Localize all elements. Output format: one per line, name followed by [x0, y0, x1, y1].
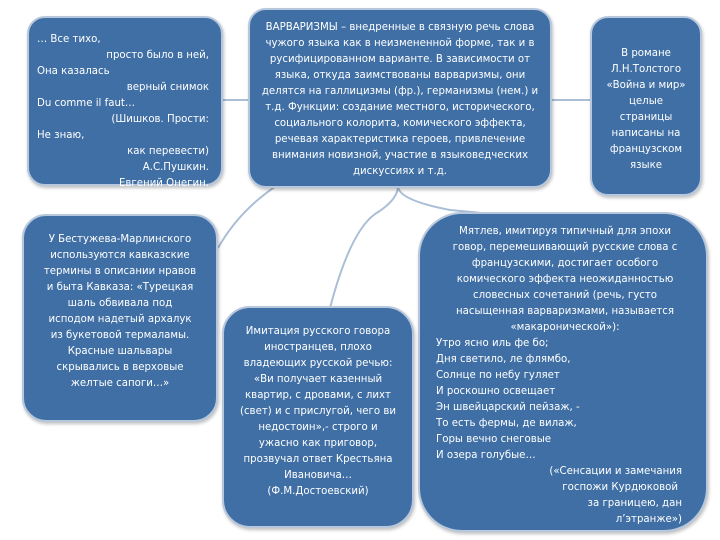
definition-line: языка, откуда заимствованы варваризмы, они — [274, 70, 526, 81]
myatlev-intro-line: комического эффекта неожиданностью — [456, 274, 674, 285]
dostoevsky-line: иностранцев, плохо — [264, 342, 372, 353]
bestuzhev-line: У Бестужева-Марлинского — [48, 234, 192, 245]
dostoevsky-line: Ивановича… — [284, 470, 352, 481]
pushkin-line: верный снимок — [126, 82, 209, 93]
pushkin-line: Не знаю, — [37, 130, 85, 141]
tolstoy-line: Л.Н.Толстого — [610, 64, 682, 75]
pushkin-line: А.С.Пушкин. — [142, 162, 209, 173]
myatlev-poem-line: И роскошно освещает — [436, 386, 556, 397]
dostoevsky-line: (Ф.М.Достоевский) — [267, 486, 369, 497]
definition-line: социального колорита, комического эффекта, — [274, 118, 526, 129]
tolstoy-line: «Война и мир» — [606, 80, 686, 91]
bestuzhev-line: термины в описании нравов — [43, 266, 197, 277]
myatlev-poem-line: То есть фермы, де вилаж, — [436, 418, 577, 429]
pushkin-line: … Все тихо, — [37, 34, 101, 45]
dostoevsky-box — [222, 306, 414, 528]
tolstoy-line: языке — [629, 160, 662, 171]
dostoevsky-line: владеющих русской речью: — [243, 358, 393, 369]
definition-line: речевая характеристика героев, привлечение — [274, 134, 526, 145]
bestuzhev-line: желтые сапоги…» — [70, 378, 170, 389]
dostoevsky-line: (свет) и с прислугой, чего ви — [239, 406, 396, 417]
myatlev-intro-line: Мятлев, имитируя типичный для эпохи — [459, 226, 671, 237]
dostoevsky-line: прозвучал ответ Крестьяна — [243, 454, 393, 465]
tolstoy-line: целые — [628, 96, 664, 107]
bestuzhev-line: шаль обвивала под — [67, 298, 173, 309]
myatlev-source-line: л’этранже») — [615, 514, 682, 525]
pushkin-line: Евгений Онегин. — [118, 178, 209, 189]
definition-line: т.д. Функции: создание местного, исторического, — [265, 102, 535, 113]
myatlev-intro-line: насыщенная варваризмами, называется — [455, 306, 675, 317]
pushkin-line: (Шишков. Прости: — [111, 114, 209, 125]
pushkin-line: Она казалась — [37, 66, 110, 77]
dostoevsky-line: «Ви получает казенный — [253, 374, 383, 385]
definition-line: русифицированном варианте. В зависимости от — [269, 54, 531, 65]
barbarisms-definition-box — [248, 8, 552, 188]
myatlev-intro-line: словесных сочетаний (речь, густо — [473, 290, 657, 301]
dostoevsky-line: ужасно как приговор, — [258, 438, 378, 449]
pushkin-line: Du comme il faut… — [37, 98, 136, 109]
myatlev-box — [418, 212, 708, 532]
myatlev-intro-line: говор, перемешивающий русские слова с — [452, 242, 678, 253]
tolstoy-line: написаны на — [611, 128, 681, 139]
myatlev-poem-line: Дня светило, ле флямбо, — [436, 354, 571, 365]
tolstoy-line: В романе — [621, 48, 671, 59]
pushkin-quote-box — [27, 16, 223, 189]
myatlev-poem-line: Утро ясно иль фе бо; — [436, 338, 549, 349]
definition-line: дискуссиях и т.д. — [353, 166, 447, 177]
myatlev-intro-line: «макаронической»): — [510, 322, 620, 333]
definition-line: внимания новизной, участие в языковедческих — [272, 150, 528, 161]
dostoevsky-line: недостоин»,- строго и — [258, 422, 378, 433]
myatlev-source-line: («Сенсации и замечания — [549, 466, 682, 477]
myatlev-poem-line: Солнце по небу гуляет — [436, 370, 560, 381]
tolstoy-line: страницы — [619, 112, 673, 123]
tolstoy-line: французском — [609, 144, 683, 155]
myatlev-intro-line: французскими, достигает особого — [471, 258, 659, 269]
bestuzhev-line: скрывались в верховые — [56, 362, 184, 373]
bestuzhev-line: и быта Кавказа: «Турецкая — [46, 282, 194, 293]
myatlev-source-line: за границею, дан — [587, 498, 682, 509]
myatlev-source-line: госпожи Курдюковой — [562, 482, 678, 493]
definition-line: ВАРВАРИЗМЫ – внедренные в связную речь слова — [265, 22, 535, 33]
bestuzhev-line: из букетовой термаламы. — [50, 330, 190, 341]
bestuzhev-line: Красные шальвары — [67, 346, 173, 357]
bestuzhev-box — [22, 214, 218, 422]
definition-line: делятся на галлицизмы (фр.), германизмы (нем.) и — [261, 86, 539, 97]
bestuzhev-line: исподом надетый архалук — [48, 314, 192, 325]
myatlev-poem-line: Эн швейцарский пейзаж, - — [436, 402, 580, 413]
myatlev-poem-line: Горы вечно снеговые — [436, 434, 552, 445]
dostoevsky-line: Имитация русского говора — [245, 326, 391, 337]
connector-definition-to-dostoevsky — [330, 186, 398, 308]
myatlev-poem-line: И озера голубые… — [436, 450, 536, 461]
dostoevsky-line: квартир, с дровами, с лихт — [245, 390, 391, 401]
bestuzhev-line: используются кавказские — [50, 250, 190, 261]
pushkin-line: как перевести) — [127, 146, 209, 157]
pushkin-line: просто было в ней, — [106, 50, 209, 61]
definition-line: чужого языка как в неизмененной форме, так и в — [265, 38, 535, 49]
tolstoy-box — [590, 16, 702, 196]
